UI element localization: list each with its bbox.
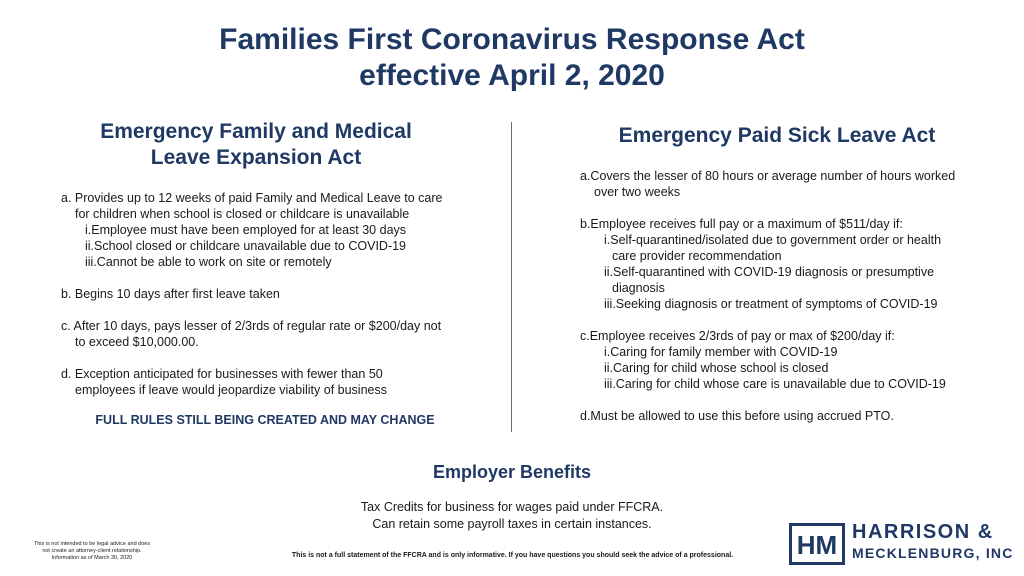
left-item-a-line-2: for children when school is closed or childcare is unavailable bbox=[75, 207, 410, 221]
left-item-a-i: i.Employee must have been employed for at least 30 days bbox=[85, 223, 407, 237]
logo-line-1: HARRISON & bbox=[852, 521, 994, 543]
rules-note: FULL RULES STILL BEING CREATED AND MAY CHANGE bbox=[95, 413, 435, 427]
right-item-b-ii-line-1: ii.Self-quarantined with COVID-19 diagnosis or presumptive bbox=[604, 265, 935, 279]
benefits-line-1: Tax Credits for business for wages paid under FFCRA. bbox=[360, 500, 664, 514]
left-item-c-line-2: to exceed $10,000.00. bbox=[75, 335, 199, 349]
right-item-c-ii: ii.Caring for child whose school is closed bbox=[604, 361, 829, 375]
title-line-1: Families First Coronavirus Response Act bbox=[219, 23, 805, 56]
left-body bbox=[61, 190, 442, 398]
left-item-a-line-1: a. Provides up to 12 weeks of paid Family and Medical Leave to care bbox=[61, 191, 443, 205]
disclaimer-line-2: not create an attorney-client relationship. bbox=[42, 548, 142, 554]
left-heading-line-2: Leave Expansion Act bbox=[150, 146, 362, 169]
right-item-b-line-1: b.Employee receives full pay or a maximum of $511/day if: bbox=[580, 217, 903, 231]
left-item-a-ii: ii.School closed or childcare unavailable due to COVID-19 bbox=[85, 239, 407, 253]
right-item-b-i-line-1: i.Self-quarantined/isolated due to government order or health bbox=[604, 233, 942, 247]
benefits-line-2: Can retain some payroll taxes in certain instances. bbox=[372, 517, 652, 531]
right-item-a-line-1: a.Covers the lesser of 80 hours or average number of hours worked bbox=[580, 169, 956, 183]
right-item-b-i-line-2: care provider recommendation bbox=[612, 249, 782, 263]
disclaimer-line-1: This is not intended to be legal advice and does bbox=[33, 541, 151, 547]
logo-mark-text: HM bbox=[796, 530, 838, 560]
left-item-d-line-2: employees if leave would jeopardize viability of business bbox=[75, 383, 387, 397]
left-heading bbox=[20, 119, 492, 171]
left-item-c-line-1: c. After 10 days, pays lesser of 2/3rds of regular rate or $200/day not bbox=[61, 319, 442, 333]
company-logo-text bbox=[852, 521, 1014, 563]
title-line-2: effective April 2, 2020 bbox=[359, 59, 665, 92]
right-item-b-ii-line-2: diagnosis bbox=[612, 281, 665, 295]
right-item-c-line-1: c.Employee receives 2/3rds of pay or max of $200/day if: bbox=[580, 329, 895, 343]
right-item-a-line-2: over two weeks bbox=[594, 185, 681, 199]
right-item-b-iii: iii.Seeking diagnosis or treatment of symptoms of COVID-19 bbox=[604, 297, 938, 311]
ffcra-note: This is not a full statement of the FFCRA and is only informative. If you have questions you should seek the advice of a professional. bbox=[291, 552, 734, 559]
right-body bbox=[580, 168, 955, 424]
left-item-b: b. Begins 10 days after first leave taken bbox=[61, 287, 280, 301]
logo-line-2: MECKLENBURG, INC bbox=[852, 545, 1014, 561]
company-logo-icon bbox=[789, 523, 845, 565]
disclaimer-line-3: Information as of March 30, 2020 bbox=[51, 555, 133, 561]
right-heading: Emergency Paid Sick Leave Act bbox=[618, 124, 936, 147]
left-item-a-iii: iii.Cannot be able to work on site or remotely bbox=[85, 255, 332, 269]
left-heading-line-1: Emergency Family and Medical bbox=[100, 120, 412, 143]
right-item-d: d.Must be allowed to use this before using accrued PTO. bbox=[580, 409, 894, 423]
legal-disclaimer bbox=[12, 541, 172, 562]
page-title bbox=[0, 22, 1024, 94]
right-item-c-i: i.Caring for family member with COVID-19 bbox=[604, 345, 838, 359]
right-item-c-iii: iii.Caring for child whose care is unavailable due to COVID-19 bbox=[604, 377, 946, 391]
benefits-heading: Employer Benefits bbox=[432, 462, 592, 482]
column-divider bbox=[511, 122, 512, 432]
left-item-d-line-1: d. Exception anticipated for businesses with fewer than 50 bbox=[61, 367, 383, 381]
